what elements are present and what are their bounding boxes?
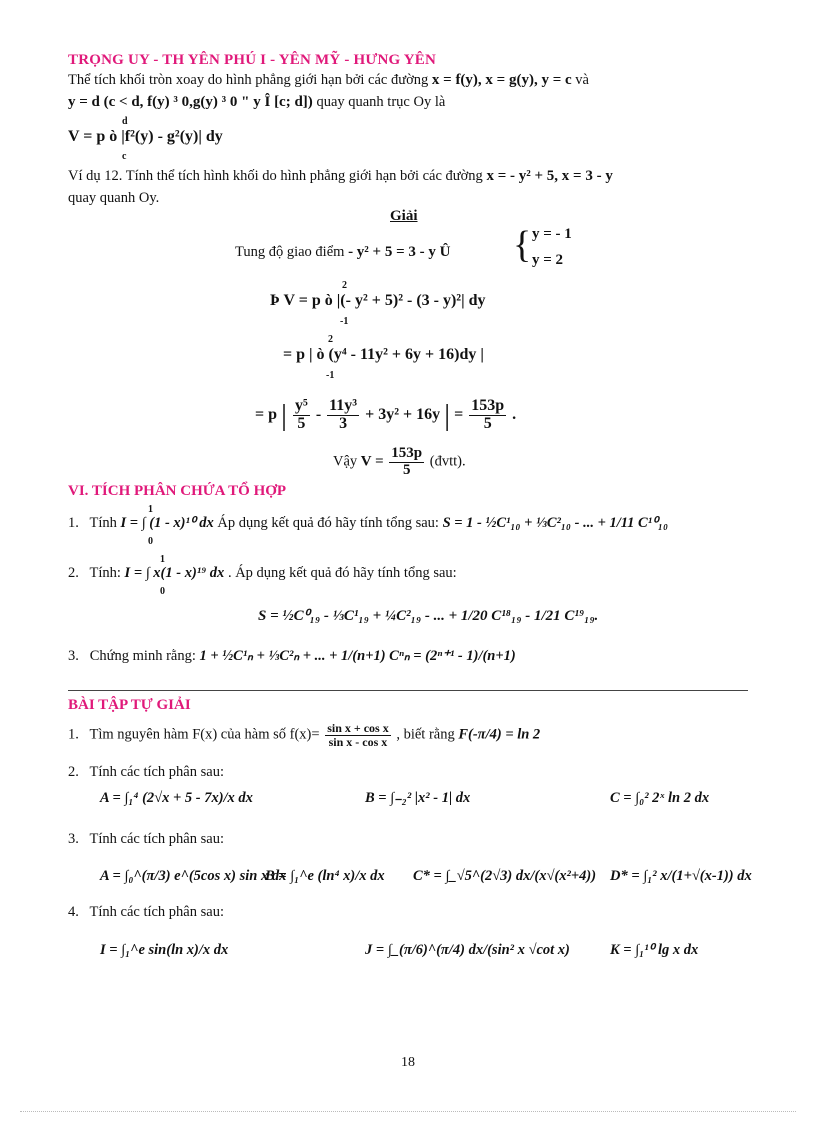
step3-term3: + 3y² + 16y [365, 405, 441, 423]
exercise-2: 2. Tính các tích phân sau: [68, 764, 224, 780]
item1-integral: I = ∫ (1 - x)¹⁰ dx [120, 515, 214, 531]
conclusion-text: Vậy [333, 453, 358, 470]
example-line-2: quay quanh Oy. [68, 190, 160, 206]
exercise3-b: B = ∫₁^e (ln⁴ x)/x dx [265, 868, 385, 884]
item2-upper: 1 [160, 554, 165, 565]
intro-line1-text: Thể tích khối tròn xoay do hình phẳng giới hạn bởi các đường [68, 72, 429, 88]
intersection-text: Tung độ giao điểm [235, 244, 345, 260]
item2-sum: S = ½C⁰₁₉ - ⅓C¹₁₉ + ¼C²₁₉ - ... + 1/20 C¹⁸₁₉ - 1/21 C¹⁹₁₉. [258, 608, 599, 624]
exercise3-c: C* = ∫_√5^(2√3) dx/(x√(x²+4)) [413, 868, 597, 884]
step1: Þ V = p ò |(- y² + 5)² - (3 - y)²| dy [270, 292, 486, 309]
intro-formula-lower: c [122, 151, 127, 162]
intersection-math: - y² + 5 = 3 - y Û [348, 244, 451, 260]
conclusion [333, 446, 466, 479]
item3-identity: 1 + ½C¹ₙ + ⅓C²ₙ + ... + 1/(n+1) Cⁿₙ = (2ⁿ⁺¹ - 1)/(n+1) [199, 648, 516, 664]
intro-line-2 [68, 94, 445, 111]
item2-integral: I = ∫ x(1 - x)¹⁹ dx [124, 565, 225, 581]
section-6-title: VI. TÍCH PHÂN CHỨA TỔ HỢP [68, 483, 287, 499]
exercise3-d: D* = ∫₁² x/(1+√(x-1)) dx [610, 868, 752, 884]
exercise4-j: J = ∫_(π/6)^(π/4) dx/(sin² x √cot x) [365, 942, 570, 958]
intro-line2-math: y = d (c < d, f(y) ³ 0,g(y) ³ 0 " y Î [c; d]) [68, 94, 313, 110]
exercise1-fraction: $\frac{\text{sin x + cos x}}{\text{sin x - cos x}}$ [327, 721, 389, 749]
page-number: 18 [401, 1055, 415, 1070]
exercise2-a: A = ∫₁⁴ (2√x + 5 - 7x)/x dx [100, 790, 253, 806]
page-header: TRỌNG UY - TH YÊN PHÚ I - YÊN MỸ - HƯNG YÊN [68, 52, 437, 68]
step3-term1: $\frac{\text{y⁵}}{5}$ [295, 397, 308, 432]
system-eq-2: y = 2 [532, 252, 564, 268]
exercise-4: 4. Tính các tích phân sau: [68, 904, 224, 920]
intersection-line [235, 244, 450, 261]
exercise3-a: A = ∫₀^(π/3) e^(5cos x) sin x dx [100, 868, 287, 884]
intro-line2-tail: quay quanh trục Oy là [316, 94, 446, 110]
exercise4-k: K = ∫₁¹⁰ lg x dx [610, 942, 699, 958]
step3-lead: = p [255, 405, 278, 423]
section6-item-1: 1. Tính I = ∫ (1 - x)¹⁰ dx Áp dụng kết quả đó hãy tính tổng sau: S = 1 - ½C¹₁₀ + ⅓C²₁₀ - ... + 1/11 C¹⁰₁₀ [68, 515, 668, 531]
intro-line-1 [68, 72, 589, 89]
section6-item-2: 2. Tính: I = ∫ x(1 - x)¹⁹ dx . Áp dụng kết quả đó hãy tính tổng sau: [68, 565, 457, 581]
page-bottom-border [20, 1111, 796, 1112]
intro-line1-math: x = f(y), x = g(y), y = c [431, 72, 572, 88]
step3: = p | $\frac{\text{y⁵}}{5}$ - $\frac{\text{11y³}}{3}$ + 3y² + 16y | = $\frac{153p}{5}$ . [255, 397, 517, 432]
intro-formula: V = p ò |f²(y) - g²(y)| dy [68, 128, 223, 145]
example-line-1 [68, 168, 613, 185]
step3-result: $\frac{153p}{5}$ [471, 397, 505, 432]
exercise2-c: C = ∫₀² 2ˣ ln 2 dx [610, 790, 710, 806]
example-label: Ví dụ 12. [68, 168, 123, 184]
step3-term2: $\frac{\text{11y³}}{3}$ [329, 397, 358, 432]
example-text: Tính thể tích hình khối do hình phẳng giới hạn bởi các đường [125, 168, 483, 184]
step2-upper: 2 [328, 334, 333, 345]
system-eq-1: y = - 1 [532, 226, 572, 242]
conclusion-value: $\frac{153p}{5}$ [391, 445, 423, 478]
step2-lower: -1 [326, 370, 335, 381]
exercise-3: 3. Tính các tích phân sau: [68, 831, 224, 847]
exercise2-b: B = ∫₋₂² |x² - 1| dx [365, 790, 471, 806]
item2-lower: 0 [160, 586, 165, 597]
item1-sum: S = 1 - ½C¹₁₀ + ⅓C²₁₀ - ... + 1/11 C¹⁰₁₀ [442, 515, 668, 531]
example-math: x = - y² + 5, x = 3 - y [486, 168, 613, 184]
system-brace: { [513, 224, 532, 266]
section6-item-3: 3. Chứng minh rằng: 1 + ½C¹ₙ + ⅓C²ₙ + ... + 1/(n+1) Cⁿₙ = (2ⁿ⁺¹ - 1)/(n+1) [68, 648, 516, 664]
item1-upper: 1 [148, 504, 153, 515]
conclusion-math: V = [360, 453, 384, 470]
exercise4-i: I = ∫₁^e sin(ln x)/x dx [100, 942, 229, 958]
exercise1-condition: F(-π/4) = ln 2 [458, 726, 541, 743]
step1-upper: 2 [342, 280, 347, 291]
item1-lower: 0 [148, 536, 153, 547]
intro-line1-tail: và [575, 72, 589, 88]
conclusion-unit: (đvtt). [429, 453, 466, 470]
exercises-title: BÀI TẬP TỰ GIẢI [68, 697, 191, 713]
intro-formula-upper: d [122, 116, 128, 127]
step2: = p | ò (y⁴ - 11y² + 6y + 16)dy | [283, 346, 484, 363]
exercise-1: 1. Tìm nguyên hàm F(x) của hàm số f(x)= $\frac{\text{sin x + cos x}}{\text{sin x - cos x}}$ , biết rằng F(-π/4) = ln 2 [68, 721, 541, 749]
solution-title: Giải [390, 208, 418, 224]
section-divider [68, 690, 748, 691]
step1-lower: -1 [340, 316, 349, 327]
